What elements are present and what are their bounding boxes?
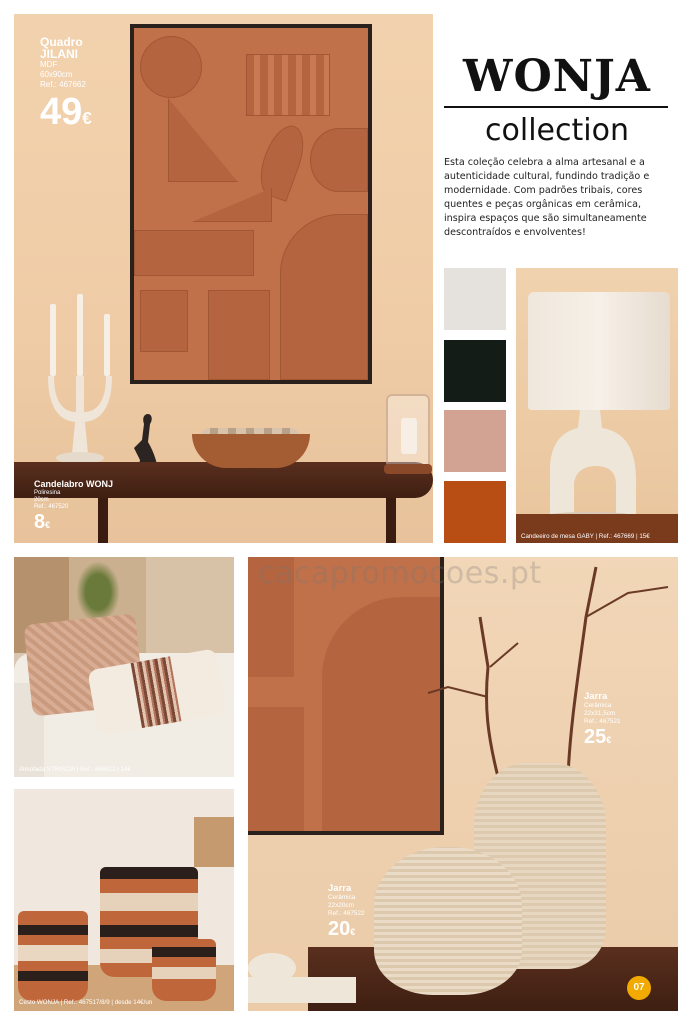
- wooden-bowl: [192, 434, 310, 468]
- price-currency: €: [606, 735, 612, 745]
- vases-panel: [248, 557, 678, 1011]
- product-material: MDF: [40, 60, 58, 69]
- jarra-large-info: [584, 691, 621, 751]
- art-circle: [140, 36, 202, 98]
- hero-panel: [14, 14, 433, 543]
- product-name: JILANI: [40, 47, 79, 61]
- art-rect: [134, 230, 254, 276]
- brand-logo: WONJA: [463, 51, 651, 102]
- candelabra-ref: Ref.: 467520: [34, 504, 69, 510]
- product-ref: Ref.: 467662: [40, 80, 86, 89]
- color-swatch-2: [444, 340, 506, 402]
- color-swatch-4: [444, 481, 506, 543]
- art-triangle: [168, 98, 238, 182]
- jarra-small-size: 22x20cm: [328, 902, 354, 909]
- price-value: 25: [584, 726, 607, 748]
- product-line1: Quadro: [40, 35, 83, 49]
- candelabra-price: [34, 511, 113, 536]
- jarra-small-info: [328, 883, 365, 943]
- art-grill: [246, 54, 330, 116]
- price-value: 49: [40, 91, 83, 133]
- candelabra-size: 20cm: [34, 497, 49, 503]
- jarra-large-price: [584, 726, 621, 751]
- art-square: [140, 290, 188, 352]
- table-leg: [386, 498, 396, 543]
- cushion-panel[interactable]: [14, 557, 234, 777]
- art-half-circle: [310, 128, 368, 192]
- price-currency: €: [45, 520, 51, 530]
- brand-description: Esta coleção celebra a alma artesanal e a autenticidade cultural, fundindo tradição e modernidade. Com padrões tribais, cores quentes e peças orgânicas em cerâmica, inspira espaços que são simultaneamente descontraídos e envolventes!: [444, 157, 650, 238]
- ceramic-slab: [248, 977, 356, 1003]
- lamp-base: [540, 410, 640, 522]
- vase-small[interactable]: [374, 847, 522, 995]
- wall-art-detail: [248, 557, 444, 835]
- candelabra-name: Candelabro WONJ: [34, 479, 114, 489]
- jarra-small-ref: Ref.: 467522: [328, 910, 365, 917]
- brand-subtitle: collection: [485, 113, 629, 148]
- wall-art-jilani[interactable]: [130, 24, 372, 384]
- brand-divider: [444, 106, 668, 108]
- wall-art-relief: [248, 557, 440, 831]
- wall-shelf: [194, 817, 234, 867]
- jarra-large-name: Jarra: [584, 691, 608, 702]
- art-door: [248, 707, 304, 831]
- color-swatch-3: [444, 410, 506, 472]
- page-number: 07: [627, 976, 651, 1000]
- jarra-small-name: Jarra: [328, 883, 352, 894]
- lamp-shade: [528, 292, 670, 410]
- price-value: 20: [328, 918, 351, 940]
- candle-lantern: [386, 394, 430, 468]
- jarra-large-size: 22x31,5cm: [584, 710, 616, 717]
- jilani-product-info: [40, 36, 92, 139]
- jarra-large-material: Cerâmica: [584, 702, 612, 709]
- basket-caption: Cesto WONJA | Ref.: 467517/8/9 | desde 14€/un: [19, 999, 153, 1006]
- art-wedge: [192, 188, 272, 222]
- art-leaf: [252, 120, 311, 202]
- candelabra-wonj[interactable]: [44, 294, 116, 464]
- cushion-caption: Almofada STRISCIA | Ref.: 468622 | 14€: [19, 766, 131, 773]
- wall-art-relief: [134, 28, 368, 380]
- basket-panel[interactable]: [14, 789, 234, 1011]
- basket-left: [18, 911, 88, 1001]
- basket-small: [152, 939, 216, 1001]
- jarra-small-material: Cerâmica: [328, 894, 356, 901]
- art-door: [208, 290, 270, 380]
- product-price: [40, 92, 92, 139]
- color-swatch-1: [444, 268, 506, 330]
- watermark: cacapromocoes.pt: [258, 556, 542, 591]
- price-currency: €: [82, 109, 92, 128]
- candelabra-product-info: [34, 479, 113, 536]
- lamp-panel[interactable]: [516, 268, 678, 543]
- plant: [76, 561, 120, 623]
- candelabra-material: Poliresina: [34, 490, 61, 496]
- price-value: 8: [34, 511, 46, 533]
- art-arch: [280, 214, 368, 380]
- jarra-large-ref: Ref.: 467521: [584, 718, 621, 725]
- art-arch: [322, 597, 440, 831]
- price-currency: €: [350, 927, 356, 937]
- lamp-caption: Candeeiro de mesa GABY | Ref.: 467669 | 15€: [521, 533, 650, 540]
- product-size: 60x90cm: [40, 70, 73, 79]
- jarra-small-price: [328, 918, 365, 943]
